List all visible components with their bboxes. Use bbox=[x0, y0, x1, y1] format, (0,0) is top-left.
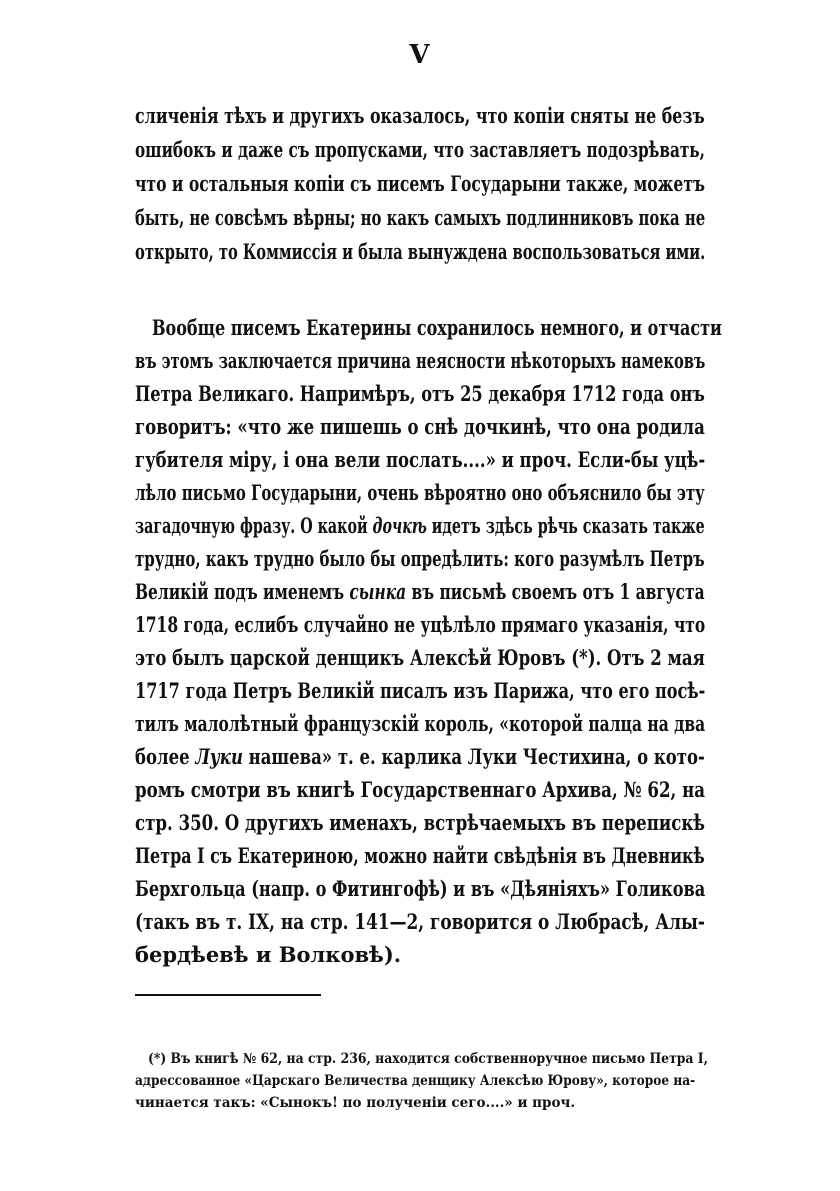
page-number: V bbox=[409, 40, 431, 70]
text-line: что и остальныя копіи съ писемъ Государыни также, можетъ bbox=[135, 171, 705, 196]
text-line: бердѣевѣ и Волковѣ). bbox=[135, 942, 402, 967]
text-span: въ письмѣ своемъ отъ 1 августа bbox=[406, 579, 705, 604]
italic-word: Луки bbox=[195, 744, 243, 769]
text-line: Петра I съ Екатериною, можно найти свѣдѣнія въ Дневникѣ bbox=[135, 843, 705, 868]
text-span: нашева» т. е. карлика Луки Честихина, о кото- bbox=[242, 744, 705, 769]
text-line: это былъ царской денщикъ Алексѣй Юровъ (*). Отъ 2 мая bbox=[135, 645, 705, 670]
text-line: тилъ малолѣтный французскій король, «которой палца на два bbox=[135, 711, 706, 736]
text-line: ромъ смотри въ книгѣ Государственнаго Архива, № 62, на bbox=[135, 777, 706, 802]
text-span: Великій подъ именемъ bbox=[135, 579, 350, 604]
text-line: Петра Великаго. Напримѣръ, отъ 25 декабря 1712 года онъ bbox=[135, 381, 705, 406]
text-line: 1718 года, еслибъ случайно не уцѣлѣло прямаго указанія, что bbox=[135, 612, 706, 637]
text-line: трудно, какъ трудно было бы опредѣлить: кого разумѣлъ Петръ bbox=[135, 546, 705, 571]
text-line: стр. 350. О другихъ именахъ, встрѣчаемыхъ въ перепискѣ bbox=[135, 810, 705, 835]
text-line: губителя міру, і она вели послать....» и проч. Если-бы уцѣ- bbox=[135, 447, 706, 472]
footnote-line: адрессованное «Царскаго Величества денщику Алексѣю Юрову», которое на- bbox=[135, 1073, 696, 1089]
footnote-line: (*) Въ книгѣ № 62, на стр. 236, находится собственноручное письмо Петра I, bbox=[148, 1051, 708, 1067]
text-line: говоритъ: «что же пишешь о снѣ дочкинѣ, что она родила bbox=[135, 414, 705, 439]
italic-word: дочкѣ bbox=[372, 513, 427, 538]
text-span: идетъ здѣсь рѣчь сказать также bbox=[426, 513, 705, 538]
text-line: Вообще писемъ Екатерины сохранилось немного, и отчасти bbox=[152, 315, 722, 340]
footnote-line: чинается такъ: «Сынокъ! по полученіи сего....» и проч. bbox=[135, 1095, 576, 1111]
text-line: сличенія тѣхъ и другихъ оказалось, что копіи сняты не безъ bbox=[135, 103, 705, 128]
text-line: быть, не совсѣмъ вѣрны; но какъ самыхъ подлинниковъ пока не bbox=[135, 205, 706, 230]
text-line: въ этомъ заключается причина неясности нѣкоторыхъ намековъ bbox=[135, 348, 706, 373]
text-line: 1717 года Петръ Великій писалъ изъ Парижа, что его посѣ- bbox=[135, 678, 706, 703]
italic-word: сынка bbox=[349, 579, 407, 604]
text-line bbox=[135, 744, 705, 769]
text-line bbox=[135, 513, 705, 538]
text-line: (такъ въ т. IX, на стр. 141—2, говорится о Любрасѣ, Алы- bbox=[135, 909, 705, 934]
text-line: Берхгольца (напр. о Фитингофѣ) и въ «Дѣяніяхъ» Голикова bbox=[135, 876, 706, 901]
text-line: открыто, то Коммиссія и была вынуждена воспользоваться ими. bbox=[135, 239, 706, 264]
text-line bbox=[135, 579, 705, 604]
text-line: ошибокъ и даже съ пропусками, что заставляетъ подозрѣвать, bbox=[135, 137, 705, 162]
text-line: лѣло письмо Государыни, очень вѣроятно оно объяснило бы эту bbox=[135, 480, 705, 505]
footnote-divider bbox=[135, 994, 321, 996]
text-span: загадочную фразу. О какой bbox=[135, 513, 373, 538]
text-span: более bbox=[135, 744, 196, 769]
